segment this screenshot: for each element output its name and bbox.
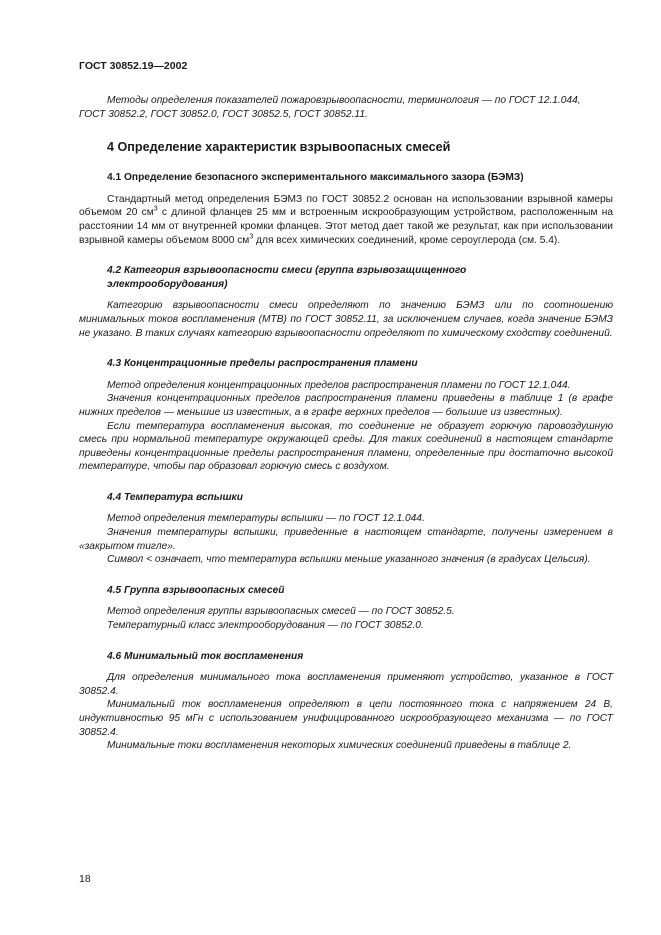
section-4-5-title: 4.5 Группа взрывоопасных смесей xyxy=(107,584,285,596)
section-4-4-paragraph-3: Символ < означает, что температура вспышки меньше указанного значения (в градусах Цельсия). xyxy=(107,554,591,566)
s41-text-c: для всех химических соединений, кроме сероуглерода (см. 5.4). xyxy=(253,234,561,246)
section-4-5-paragraph-1: Метод определения группы взрывоопасных смесей — по ГОСТ 30852.5. xyxy=(107,606,455,618)
section-4-1-title: 4.1 Определение безопасного экспериментального максимального зазора (БЭМЗ) xyxy=(107,172,524,184)
section-4-2-title: 4.2 Категория взрывоопасности смеси (группа взрывозащищенного электрооборудования) xyxy=(107,265,467,290)
s41-text-a: Стандартный метод определения БЭМЗ по ГОСТ 30852.2 основан на использовании взрывной камеры объемом 20 см xyxy=(79,193,613,219)
section-4-3-paragraph-2: Значения концентрационных пределов распространения пламени приведены в таблице 1 (в графе нижних пределов — меньшие из известных, а в графе верхних пределов — большие из известных). xyxy=(79,393,613,418)
section-4-6-paragraph-1: Для определения минимального тока воспламенения применяют устройство, указанное в ГОСТ 30852.4. xyxy=(79,672,613,697)
page-content xyxy=(79,94,613,753)
page-number: 18 xyxy=(79,873,91,885)
section-4-4-paragraph-1: Метод определения температуры вспышки — по ГОСТ 12.1.044. xyxy=(107,513,425,525)
section-4-4-paragraph-2: Значения температуры вспышки, приведенные в настоящем стандарте, получены измерением в «закрытом тигле». xyxy=(79,527,613,552)
section-4-3-title: 4.3 Концентрационные пределы распространения пламени xyxy=(107,358,418,370)
s41-sup-1: 3 xyxy=(153,205,158,213)
section-4-title: 4 Определение характеристик взрывоопасных смесей xyxy=(107,140,451,155)
section-4-6-paragraph-3: Минимальные токи воспламенения некоторых химических соединений приведены в таблице 2. xyxy=(107,740,572,752)
section-4-5-paragraph-2: Температурный класс электрооборудования — по ГОСТ 30852.0. xyxy=(107,620,424,632)
section-4-1-paragraph xyxy=(79,193,613,247)
section-4-3-paragraph-1: Метод определения концентрационных пределов распространения пламени по ГОСТ 12.1.044. xyxy=(107,379,571,391)
s41-sup-2: 3 xyxy=(249,233,254,241)
section-4-4-title: 4.4 Температура вспышки xyxy=(107,491,243,503)
intro-line-2: ГОСТ 30852.2, ГОСТ 30852.0, ГОСТ 30852.5, ГОСТ 30852.11. xyxy=(79,108,368,120)
section-4-3-paragraph-3: Если температура воспламенения высокая, то соединение не образует горючую паровоздушную смесь при нормальной температуре окружающей среды. Для таких соединений в настоящем стандарте приведены концентрационные пределы распространения пламени, определенные при достаточно высокой температуре, чтобы пар образовал горючую смесь с воздухом. xyxy=(79,420,613,473)
section-4-6-title: 4.6 Минимальный ток воспламенения xyxy=(107,650,304,662)
section-4-2-paragraph: Категорию взрывоопасности смеси определяют по значению БЭМЗ или по соотношению минимальных токов воспламенения (МТВ) по ГОСТ 30852.11, за исключением случаев, когда значение БЭМЗ не указано. В таких случаях категорию взрывоопасности определяют по химическому сходству соединений. xyxy=(79,300,613,339)
section-4-6-paragraph-2: Минимальный ток воспламенения определяют в цепи постоянного тока с напряжением 24 В, индуктивностью 95 мГн с использованием унифицированного искрообразующего механизма — по ГОСТ 30852.4. xyxy=(79,699,613,738)
s41-text-b: с длиной фланцев 25 мм и встроенным искрообразующим устройством, расположенным на расстоянии 14 мм от внутренней кромки фланцев. Этот метод дает такой же результат, как при использовании взрывной камеры объемом 8000 см xyxy=(79,207,614,246)
running-header: ГОСТ 30852.19—2002 xyxy=(79,60,188,72)
intro-line-1: Методы определения показателей пожаровзрывоопасности, терминология — по ГОСТ 12.1.044, xyxy=(107,95,581,106)
